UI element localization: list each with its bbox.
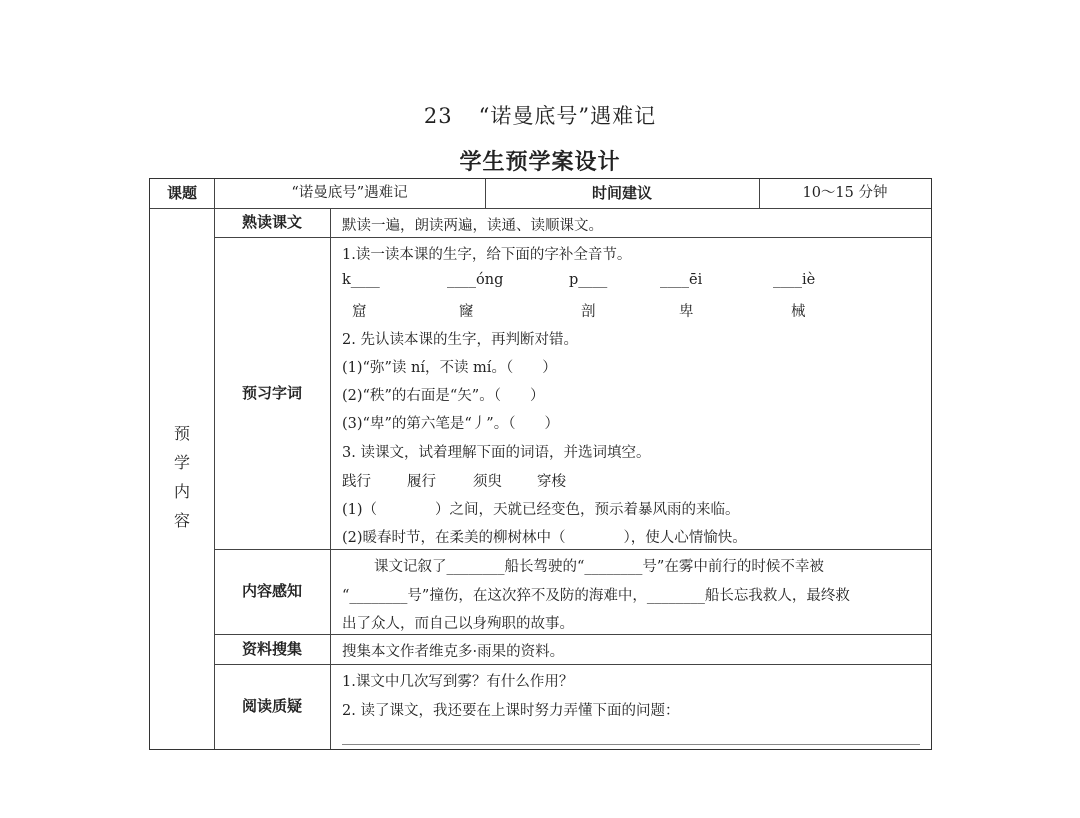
- page-subtitle: 学生预学案设计: [459, 150, 621, 175]
- pinyin-item: p____: [569, 272, 608, 288]
- char-item: 卑: [679, 304, 694, 320]
- word-item: 践行: [342, 474, 371, 490]
- q3-item: (2)暖春时节，在柔美的柳树林中（ ），使人心情愉快。: [342, 530, 747, 546]
- row-label-ziliao: 资料搜集: [241, 640, 302, 658]
- neirong-line: “________号”撞伤，在这次猝不及防的海难中，________船长忘我救人，最终救: [342, 588, 850, 604]
- lesson-cell: “诺曼底号”遇难记: [291, 185, 408, 201]
- char-item: 窟: [352, 304, 367, 320]
- char-item: 剖: [581, 304, 596, 320]
- yuxi-q2: 2. 先认读本课的生字，再判断对错。: [342, 332, 578, 348]
- yuedu-q1: 1.课文中几次写到雾？有什么作用？: [342, 674, 574, 690]
- ziliao-text: 搜集本文作者维克多·雨果的资料。: [342, 644, 565, 660]
- q2-item: (1)“弥”读 ní，不读 mí。（ ）: [342, 360, 557, 376]
- pinyin-item: ____ēi: [660, 272, 703, 288]
- divider: [330, 208, 331, 749]
- time-value: 10～15 分钟: [802, 185, 888, 201]
- yuedu-q2: 2. 读了课文，我还要在上课时努力弄懂下面的问题：: [342, 703, 680, 719]
- section-label: [150, 419, 214, 535]
- section-char: 学: [173, 453, 190, 472]
- row-label-yuxi: 预习字词: [241, 384, 302, 402]
- yuxi-q1: 1.读一读本课的生字，给下面的字补全音节。: [342, 247, 632, 263]
- row-label-yuedu: 阅读质疑: [241, 697, 302, 715]
- pinyin-item: ____iè: [773, 272, 816, 288]
- lesson-title: [0, 100, 1080, 130]
- word-item: 穿梭: [537, 474, 566, 490]
- section-char: 容: [173, 511, 190, 530]
- neirong-line: 出了众人，而自己以身殉职的故事。: [342, 616, 574, 632]
- row-label-neirong: 内容感知: [241, 582, 302, 600]
- answer-line: [342, 744, 920, 745]
- word-item: 履行: [407, 474, 436, 490]
- row-label-shudu: 熟读课文: [241, 213, 302, 231]
- time-label: 时间建议: [591, 184, 652, 202]
- lesson-name: “诺曼底号”遇难记: [478, 104, 657, 128]
- yuxi-q3: 3. 读课文，试着理解下面的词语，并选词填空。: [342, 445, 651, 461]
- pinyin-item: ____óng: [447, 272, 504, 288]
- word-item: 须臾: [473, 474, 502, 490]
- header-label: 课题: [166, 184, 197, 202]
- q2-item: (2)“秩”的右面是“矢”。（ ）: [342, 388, 545, 404]
- section-char: 预: [173, 424, 190, 443]
- shudu-text: 默读一遍，朗读两遍，读通、读顺课文。: [342, 218, 603, 234]
- lesson-number: 23: [423, 104, 453, 128]
- q2-item: (3)“卑”的第六笔是“丿”。（ ）: [342, 416, 559, 432]
- preview-table: [149, 178, 932, 750]
- q3-item: (1)（ ）之间，天就已经变色，预示着暴风雨的来临。: [342, 502, 740, 518]
- char-item: 窿: [459, 304, 474, 320]
- pinyin-item: k____: [342, 272, 380, 288]
- char-item: 械: [791, 304, 806, 320]
- section-char: 内: [173, 482, 190, 501]
- neirong-line: 课文记叙了________船长驾驶的“________号”在雾中前行的时候不幸被: [374, 559, 824, 575]
